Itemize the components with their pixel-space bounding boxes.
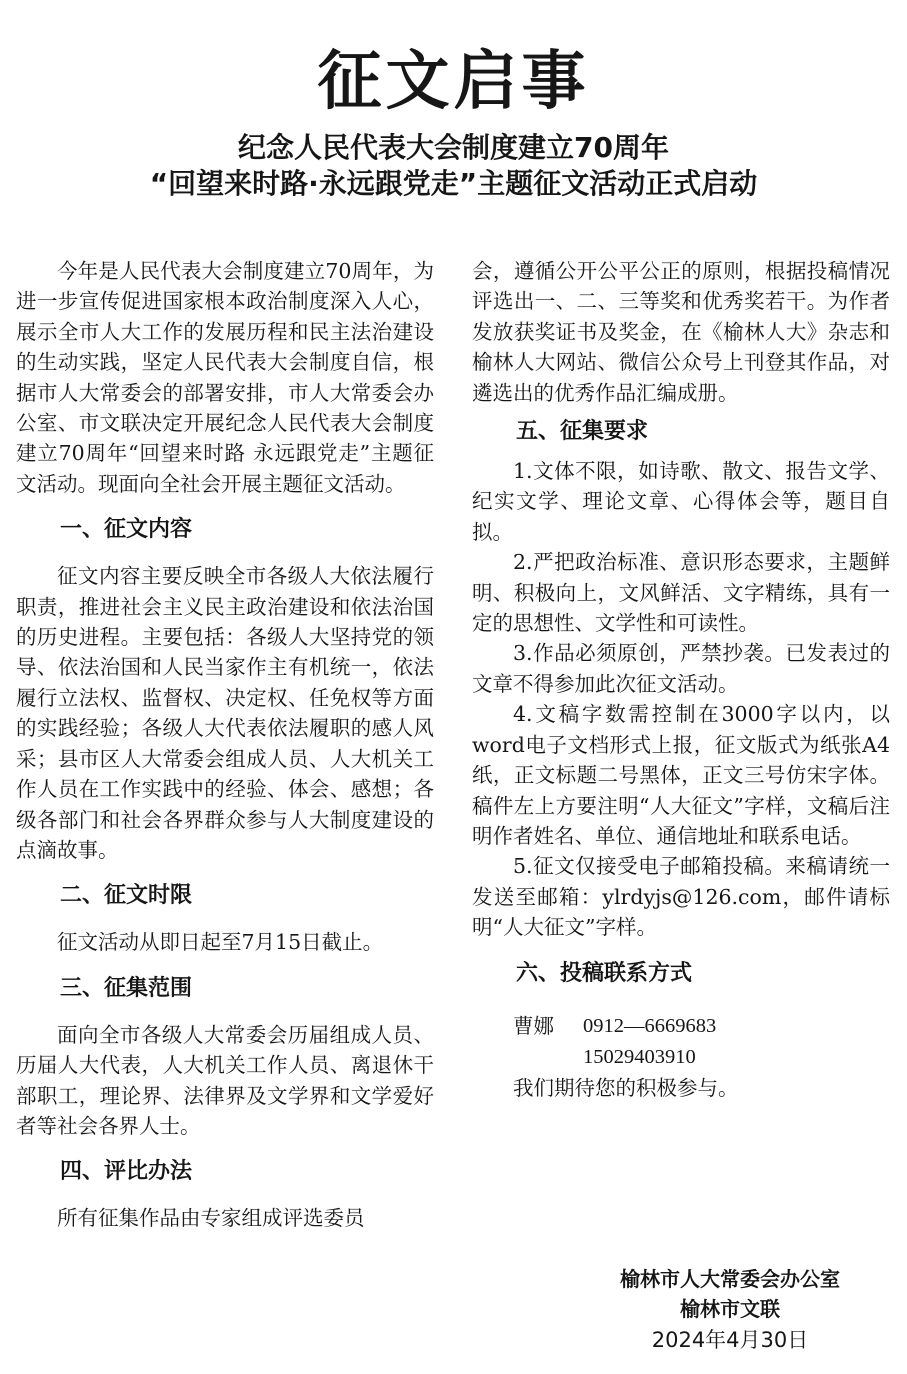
- contact-phone-landline: 0912—6669683: [583, 1014, 717, 1037]
- intro-paragraph: 今年是人民代表大会制度建立70周年，为进一步宣传促进国家根本政治制度深入人心，展示全市人大工作的发展历程和民主法治建设的生动实践，坚定人民代表大会制度自信，根据市人大常委会的部署安排，市人大常委会办公室、市文联决定开展纪念人民代表大会制度建立70周年“回望来时路 永远跟党走”主题征文活动。现面向全社会开展主题征文活动。: [16, 259, 434, 496]
- contact-name: 曹娜: [513, 1013, 554, 1038]
- contact-phone-mobile: 15029403910: [583, 1045, 696, 1068]
- section-body-deadline: 征文活动从即日起至7月15日截止。: [57, 930, 384, 955]
- right-column: [472, 256, 890, 1104]
- signature-date: 2024年4月30日: [651, 1328, 809, 1352]
- left-column: [16, 256, 434, 1234]
- contact-block: [472, 1011, 890, 1073]
- section-body-content: 征文内容主要反映全市各级人大依法履行职责，推进社会主义民主政治建设和依法治国的历史进程。主要包括：各级人大坚持党的领导、依法治国和人民当家作主有机统一，依法履行立法权、监督权、决定权、任免权等方面的实践经验；各级人大代表依法履职的感人风采；县市区人大常委会组成人员、人大机关工作人员在工作实践中的经验、体会、感想；各级各部门和社会各界群众参与人大制度建设的点滴故事。: [16, 564, 434, 862]
- section-heading-scope: 三、征集范围: [60, 975, 193, 1001]
- subtitle-line-1: 纪念人民代表大会制度建立70周年: [238, 131, 669, 164]
- section-heading-contact: 六、投稿联系方式: [516, 960, 693, 986]
- section-body-evaluation-start: 所有征集作品由专家组成评选委员: [57, 1206, 365, 1231]
- signature-org-2: 榆林市文联: [680, 1297, 780, 1321]
- section-heading-requirements: 五、征集要求: [516, 419, 649, 445]
- section-body-evaluation-continued: 会，遵循公开公平公正的原则，根据投稿情况评选出一、二、三等奖和优秀奖若干。为作者发放获奖证书及奖金，在《榆林人大》杂志和榆林人大网站、微信公众号上刊登其作品，对遴选出的优秀作品汇编成册。: [472, 259, 890, 405]
- section-heading-deadline: 二、征文时限: [60, 883, 193, 909]
- section-body-scope: 面向全市各级人大常委会历届组成人员、历届人大代表，人大机关工作人员、离退休干部职工，理论界、法律界及文学界和文学爱好者等社会各界人士。: [16, 1022, 434, 1138]
- requirement-item-4: 4.文稿字数需控制在3000字以内，以word电子文档形式上报，征文版式为纸张A4纸，正文标题二号黑体，正文三号仿宋字体。稿件左上方要注明“人大征文”字样，文稿后注明作者姓名、单位、通信地址和联系电话。: [472, 702, 890, 848]
- requirement-item-3: 3.作品必须原创，严禁抄袭。已发表过的文章不得参加此次征文活动。: [472, 641, 890, 696]
- signature-org-1: 榆林市人大常委会办公室: [620, 1267, 840, 1291]
- requirement-item-1: 1.文体不限，如诗歌、散文、报告文学、纪实文学、理论文章、心得体会等，题目自拟。: [472, 459, 890, 544]
- requirement-item-5: 5.征文仅接受电子邮箱投稿。来稿请统一发送至邮箱：ylrdyjs@126.com，邮件请标明“人大征文”字样。: [472, 854, 890, 940]
- main-title: 征文启事: [317, 45, 590, 119]
- section-heading-content: 一、征文内容: [60, 517, 193, 543]
- section-heading-evaluation: 四、评比办法: [60, 1159, 193, 1185]
- subtitle-line-2: “回望来时路·永远跟党走”主题征文活动正式启动: [149, 167, 758, 200]
- requirement-item-2: 2.严把政治标准、意识形态要求，主题鲜明、积极向上，文风鲜活、文字精练，具有一定的思想性、文学性和可读性。: [472, 550, 890, 636]
- closing-line: 我们期待您的积极参与。: [513, 1075, 739, 1100]
